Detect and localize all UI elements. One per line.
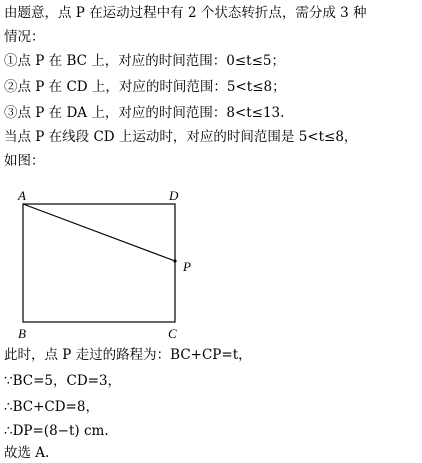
solution-line-1: 由题意，点 P 在运动过程中有 2 个状态转折点，需分成 3 种 <box>4 5 367 21</box>
label-b: B <box>18 326 26 341</box>
result-line: ∴DP=(8−t) cm. <box>4 423 109 439</box>
point-p-dot <box>173 259 176 262</box>
label-d: D <box>169 188 179 203</box>
distance-line: 此时，点 P 走过的路程为：BC+CP=t， <box>4 347 252 363</box>
case-2-line: ②点 P 在 CD 上，对应的时间范围：5<t≤8； <box>4 79 286 95</box>
given-line: ∵BC=5，CD=3， <box>4 373 122 389</box>
label-p: P <box>183 259 191 274</box>
segment-ap <box>23 204 175 261</box>
solution-line-2: 情况： <box>4 29 45 45</box>
figure-intro-line: 如图： <box>4 153 45 169</box>
cd-segment-line: 当点 P 在线段 CD 上运动时，对应的时间范围是 5<t≤8， <box>4 129 358 145</box>
case-1-line: ①点 P 在 BC 上，对应的时间范围：0≤t≤5； <box>4 53 285 69</box>
label-c: C <box>168 326 177 341</box>
sum-line: ∴BC+CD=8， <box>4 399 99 415</box>
answer-line: 故选 A. <box>4 445 50 461</box>
case-3-line: ③点 P 在 DA 上，对应的时间范围：8<t≤13. <box>4 105 285 121</box>
label-a: A <box>18 188 26 203</box>
rectangle-abcd <box>23 204 175 322</box>
rectangle-figure <box>0 180 220 345</box>
